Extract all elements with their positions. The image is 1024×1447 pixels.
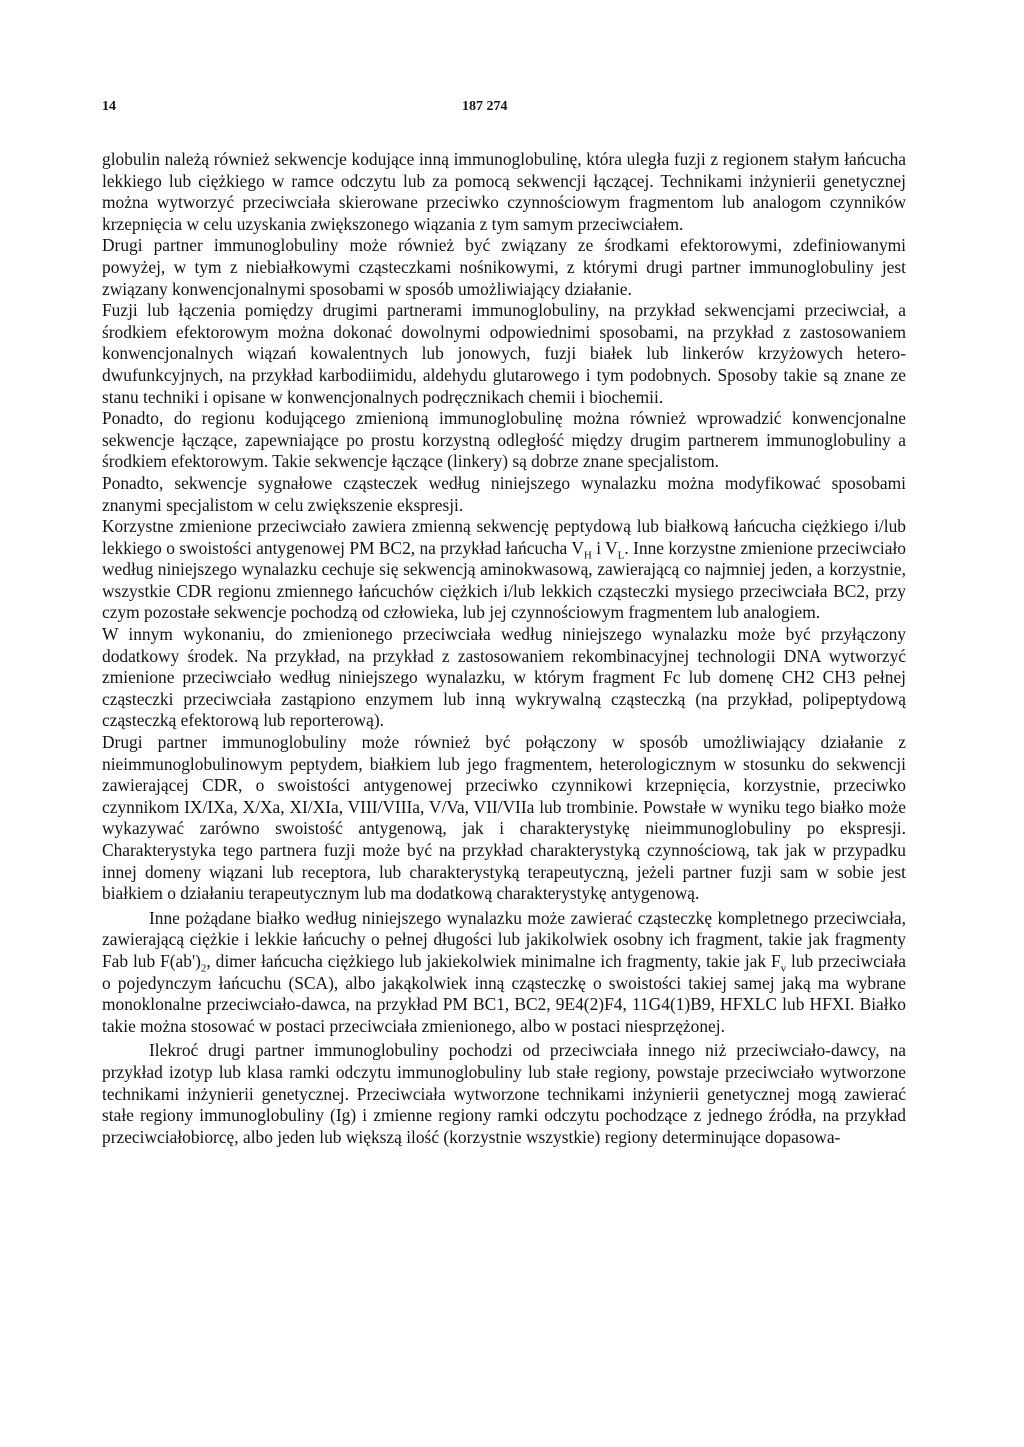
subscript-h: H	[583, 549, 592, 562]
paragraph-6-text-b: i V	[591, 537, 618, 558]
paragraph-4: Ponadto, do regionu kodującego zmienioną immunoglobulinę można również wprowadzić konwencjonalne sekwencje łączące, zapewniające po prostu korzystną odległość między drugim partnerem immunoglobuliny a środkiem efektorowym. Takie sekwencje łączące (linkery) są dobrze znane specjalistom.	[102, 408, 906, 472]
paragraph-3: Fuzji lub łączenia pomiędzy drugimi partnerami immunoglobuliny, na przykład sekwencjami przeciwciał, a środkiem efektorowym można dokonać dowolnymi odpowiednimi sposobami, na przykład z zastosowaniem konwencjonalnych wiązań kowalentnych lub jonowych, fuzji białek lub linkerów krzyżowych hetero-dwufunkcyjnych, na przykład karbodiimidu, aldehydu glutarowego i tym podobnych. Sposoby takie są znane ze stanu techniki i opisane w konwencjonalnych podręcznikach chemii i biochemii.	[102, 300, 906, 407]
subscript-l: L	[617, 549, 625, 562]
paragraph-9-text-b: , dimer łańcucha ciężkiego lub jakiekolwiek minimalne ich fragmenty, takie jak F	[206, 950, 781, 971]
paragraph-8: Drugi partner immunoglobuliny może również być połączony w sposób umożliwiający działanie z nieimmunoglobulinowym peptydem, białkiem lub jego fragmentem, heterologicznym w stosunku do sekwencji zawierającej CDR, o swoistości antygenowej przeciwko czynnikowi krzepnięcia, korzystnie, przeciwko czynnikom IX/IXa, X/Xa, XI/XIa, VIII/VIIIa, V/Va, VII/VIIa lub trombinie. Powstałe w wyniku tego białko może wykazywać zarówno swoistość antygenową, jak i charakterystykę nieimmunoglobuliny po ekspresji. Charakterystyka tego partnera fuzji może być na przykład charakterystyką czynnościową, tak jak w przypadku innej domeny wiązani lub receptora, lub charakterystyką terapeutyczną, jeżeli partner fuzji sam w sobie jest białkiem o działaniu terapeutycznym lub ma dodatkową charakterystykę antygenową.	[102, 732, 906, 904]
paragraph-1: globulin należą również sekwencje kodujące inną immunoglobulinę, która uległa fuzji z regionem stałym łańcucha lekkiego lub ciężkiego w ramce odczytu lub za pomocą sekwencji łączącej. Technikami inżynierii genetycznej można wytworzyć przeciwciała skierowane przeciwko czynnościowym fragmentom lub analogom czynników krzepnięcia w celu uzyskania zwiększonego wiązania z tym samym przeciwciałem.	[102, 149, 906, 234]
paragraph-6-text-c: . Inne korzystne zmienione przeciwciało według niniejszego wynalazku cechuje się sekwencją aminokwasową, zawierającą co najmniej jeden, a korzystnie, wszystkie CDR regionu zmiennego łańcuchów ciężkich i/lub lekkich cząsteczki mysiego przeciwciała BC2, przy czym pozostałe sekwencje pochodzą od człowieka, lub jej czynnościowym fragmentem lub analogiem.	[102, 537, 907, 623]
paragraph-5: Ponadto, sekwencje sygnałowe cząsteczek według niniejszego wynalazku można modyfikować sposobami znanymi specjalistom w celu zwiększenie ekspresji.	[102, 472, 906, 515]
paragraph-10: Ilekroć drugi partner immunoglobuliny pochodzi od przeciwciała innego niż przeciwciało-dawcy, na przykład izotyp lub klasa ramki odczytu immunoglobuliny lub stałe regiony, powstaje przeciwciało wytworzone technikami inżynierii genetycznej. Przeciwciała wytworzone technikami inżynierii genetycznej mogą zawierać stałe regiony immunoglobuliny (Ig) i zmienne regiony ramki odczytu pochodzące z jednego źródła, na przykład przeciwciałobiorcę, albo jeden lub większą ilość (korzystnie wszystkie) regiony determinujące dopasowa-	[102, 1040, 906, 1147]
page-header	[102, 99, 902, 121]
patent-number: 187 274	[462, 99, 508, 114]
subscript-2: 2	[200, 962, 207, 975]
paragraph-2: Drugi partner immunoglobuliny może również być związany ze środkami efektorowymi, zdefiniowanymi powyżej, w tym z niebiałkowymi cząsteczkami nośnikowymi, z którymi drugi partner immunoglobuliny jest związany konwencjonalnymi sposobami w sposób umożliwiający działanie.	[102, 235, 906, 299]
paragraph-6	[102, 516, 906, 624]
subscript-v: v	[780, 962, 787, 975]
paragraph-9-text-a: Inne pożądane białko według niniejszego wynalazku może zawierać cząsteczkę kompletnego przeciwciała, zawierającą ciężkie i lekkie łańcuchy o pełnej długości lub jakikolwiek osobny ich fragment, takie jak fragmenty Fab lub F(ab')	[102, 907, 906, 971]
paragraph-6-text-a: Korzystne zmienione przeciwciało zawiera zmienną sekwencję peptydową lub białkową łańcucha ciężkiego i/lub lekkiego o swoistości antygenowej PM BC2, na przykład łańcucha V	[102, 516, 906, 558]
paragraph-9	[102, 908, 906, 1038]
paragraph-9-text-c: lub przeciwciała o pojedynczym łańcuchu (SCA), albo jakąkolwiek inną cząsteczkę o swoistości takiej samej jaką ma wybrane monoklonalne przeciwciało-dawca, na przykład PM BC1, BC2, 9E4(2)F4, 11G4(1)B9, HFXLC lub HFXI. Białko takie można stosować w postaci przeciwciała zmienionego, albo w postaci niesprzężonej.	[102, 950, 907, 1036]
body-text	[102, 149, 906, 1148]
paragraph-7: W innym wykonaniu, do zmienionego przeciwciała według niniejszego wynalazku może być przyłączony dodatkowy środek. Na przykład, na przykład z zastosowaniem rekombinacyjnej technologii DNA wytworzyć zmienione przeciwciało według niniejszego wynalazku, w którym fragment Fc lub domenę CH2 CH3 pełnej cząsteczki przeciwciała zastąpiono enzymem lub inną wykrywalną cząsteczką (na przykład, polipeptydową cząsteczką efektorową lub reporterową).	[102, 624, 906, 731]
page-number: 14	[102, 99, 116, 114]
